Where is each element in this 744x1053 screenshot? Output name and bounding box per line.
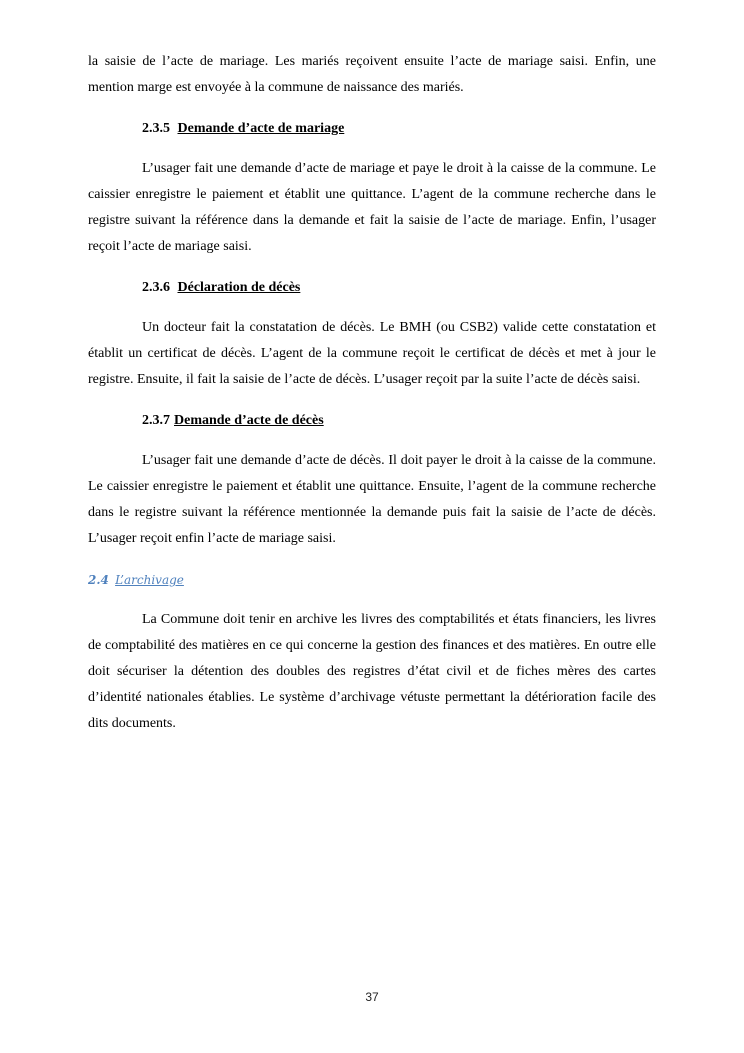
heading-2-3-5 — [88, 116, 656, 142]
paragraph-2-3-6: Un docteur fait la constatation de décès. Le BMH (ou CSB2) valide cette constatation et établit un certificat de décès. L’agent de la commune reçoit le certificat de décès et met à jour le registre. Ensuite, il fait la saisie de l’acte de décès. L’usager reçoit par la suite l’acte de décès saisi. — [88, 320, 656, 387]
heading-number: 2.3.5 — [142, 121, 170, 136]
heading-title: Demande d’acte de mariage — [177, 121, 345, 136]
paragraph-2-4: La Commune doit tenir en archive les livres des comptabilités et états financiers, les livres de comptabilité des matières en ce qui concerne la gestion des finances et des matières. En outre elle doit sécuriser la détention des doubles des registres d’état civil et de fiches mères des cartes d’identité nationales établies. Le système d’archivage vétuste permettant la détérioration facile des dits documents. — [88, 612, 656, 731]
heading-title: Demande d’acte de décès — [174, 413, 324, 428]
heading-2-4 — [88, 567, 656, 593]
page-number: 37 — [365, 990, 379, 1004]
heading-number: 2.3.6 — [142, 280, 170, 295]
paragraph-2-3-7: L’usager fait une demande d’acte de décès. Il doit payer le droit à la caisse de la commune. Le caissier enregistre le paiement et établit une quittance. Ensuite, l’agent de la commune recherche dans le registre suivant la référence mentionnée la demande puis fait la saisie de l’acte de décès. L’usager reçoit enfin l’acte de mariage saisi. — [88, 453, 656, 546]
heading-2-3-6 — [88, 275, 656, 301]
paragraph-2-3-5: L’usager fait une demande d’acte de mariage et paye le droit à la caisse de la commune. Le caissier enregistre le paiement et établit une quittance. L’agent de la commune recherche dans le registre suivant la référence dans la demande et fait la saisie de l’acte de mariage. Enfin, l’usager reçoit l’acte de mariage saisi. — [88, 161, 656, 254]
heading-title: Déclaration de décès — [177, 280, 301, 295]
intro-paragraph: la saisie de l’acte de mariage. Les mariés reçoivent ensuite l’acte de mariage saisi. Enfin, une mention marge est envoyée à la commune de naissance des mariés. — [88, 54, 656, 95]
heading-number: 2.4 — [88, 573, 109, 587]
heading-title: L’archivage — [115, 573, 184, 587]
heading-2-3-7 — [88, 408, 656, 434]
document-page — [88, 49, 656, 737]
heading-number: 2.3.7 — [142, 413, 170, 428]
